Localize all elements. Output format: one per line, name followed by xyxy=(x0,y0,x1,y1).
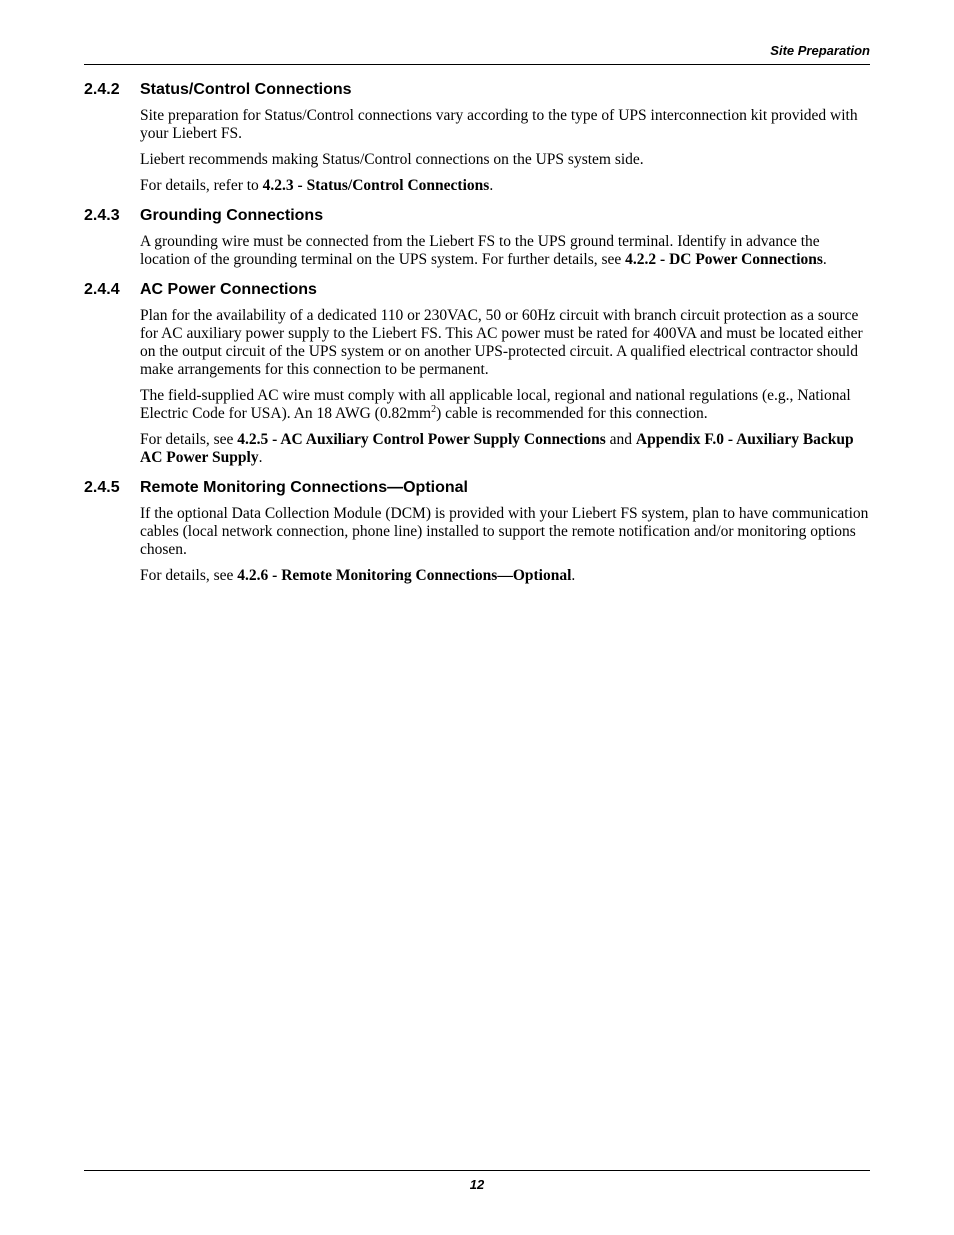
superscript: 2 xyxy=(431,403,437,415)
section-number: 2.4.5 xyxy=(84,479,120,496)
document-body xyxy=(84,80,870,596)
paragraph xyxy=(140,151,870,169)
paragraph xyxy=(140,431,870,467)
section-heading xyxy=(84,80,870,99)
text-run: If the optional Data Collection Module (DCM) is provided with your Liebert FS system, plan to have communication cables (local network connection, phone line) installed to support the remote notification and/or monitoring options chosen. xyxy=(140,505,869,558)
cross-reference: Appendix F.0 - Auxiliary Backup AC Power Supply xyxy=(140,431,854,466)
section-heading xyxy=(84,206,870,225)
paragraph xyxy=(140,107,870,143)
text-run: For details, refer to xyxy=(140,177,263,194)
section-heading xyxy=(84,280,870,299)
text-run: and xyxy=(605,431,636,448)
section-2-4-5 xyxy=(84,478,870,585)
cross-reference: 4.2.2 - DC Power Connections xyxy=(625,251,823,268)
section-title: Status/Control Connections xyxy=(140,81,352,98)
paragraph xyxy=(140,307,870,379)
page-number: 12 xyxy=(469,1177,485,1192)
text-run: For details, see xyxy=(140,431,238,448)
header-section-title: Site Preparation xyxy=(770,43,870,58)
paragraph xyxy=(140,387,870,423)
section-number: 2.4.4 xyxy=(84,281,120,298)
paragraph xyxy=(140,233,870,269)
text-run: Site preparation for Status/Control connections vary according to the type of UPS interconnection kit provided with your Liebert FS. xyxy=(140,107,858,142)
text-run: . xyxy=(258,449,263,466)
text-run: The field-supplied AC wire must comply with all applicable local, regional and national regulations (e.g., National Electric Code for USA). An 18 AWG (0.82mm xyxy=(140,387,851,422)
header-divider xyxy=(84,64,870,65)
cross-reference: 4.2.6 - Remote Monitoring Connections—Optional xyxy=(237,567,572,584)
section-number: 2.4.3 xyxy=(84,207,120,224)
text-run: . xyxy=(489,177,494,194)
section-number: 2.4.2 xyxy=(84,81,120,98)
section-2-4-4 xyxy=(84,280,870,467)
section-2-4-2 xyxy=(84,80,870,195)
section-title: Remote Monitoring Connections—Optional xyxy=(140,479,468,496)
text-run: . xyxy=(571,567,576,584)
section-2-4-3 xyxy=(84,206,870,269)
paragraph xyxy=(140,567,870,585)
section-heading xyxy=(84,478,870,497)
cross-reference: 4.2.3 - Status/Control Connections xyxy=(262,177,490,194)
text-run: A grounding wire must be connected from the Liebert FS to the UPS ground terminal. Identify in advance the location of the grounding terminal on the UPS system. For further details, see xyxy=(140,233,820,268)
section-title: AC Power Connections xyxy=(140,281,317,298)
text-run: . xyxy=(822,251,827,268)
paragraph xyxy=(140,177,870,195)
text-run: Plan for the availability of a dedicated 110 or 230VAC, 50 or 60Hz circuit with branch circuit protection as a source for AC auxiliary power supply to the Liebert FS. This AC power must be rated for 400VA and must be located either on the output circuit of the UPS system or on another UPS-protected circuit. A qualified electrical contractor should make arrangements for this connection to be permanent. xyxy=(140,307,863,378)
paragraph xyxy=(140,505,870,559)
text-run: ) cable is recommended for this connection. xyxy=(436,405,708,422)
footer-divider xyxy=(84,1170,870,1171)
cross-reference: 4.2.5 - AC Auxiliary Control Power Supply Connections xyxy=(237,431,606,448)
text-run: Liebert recommends making Status/Control connections on the UPS system side. xyxy=(140,151,644,168)
section-title: Grounding Connections xyxy=(140,207,324,224)
text-run: For details, see xyxy=(140,567,238,584)
